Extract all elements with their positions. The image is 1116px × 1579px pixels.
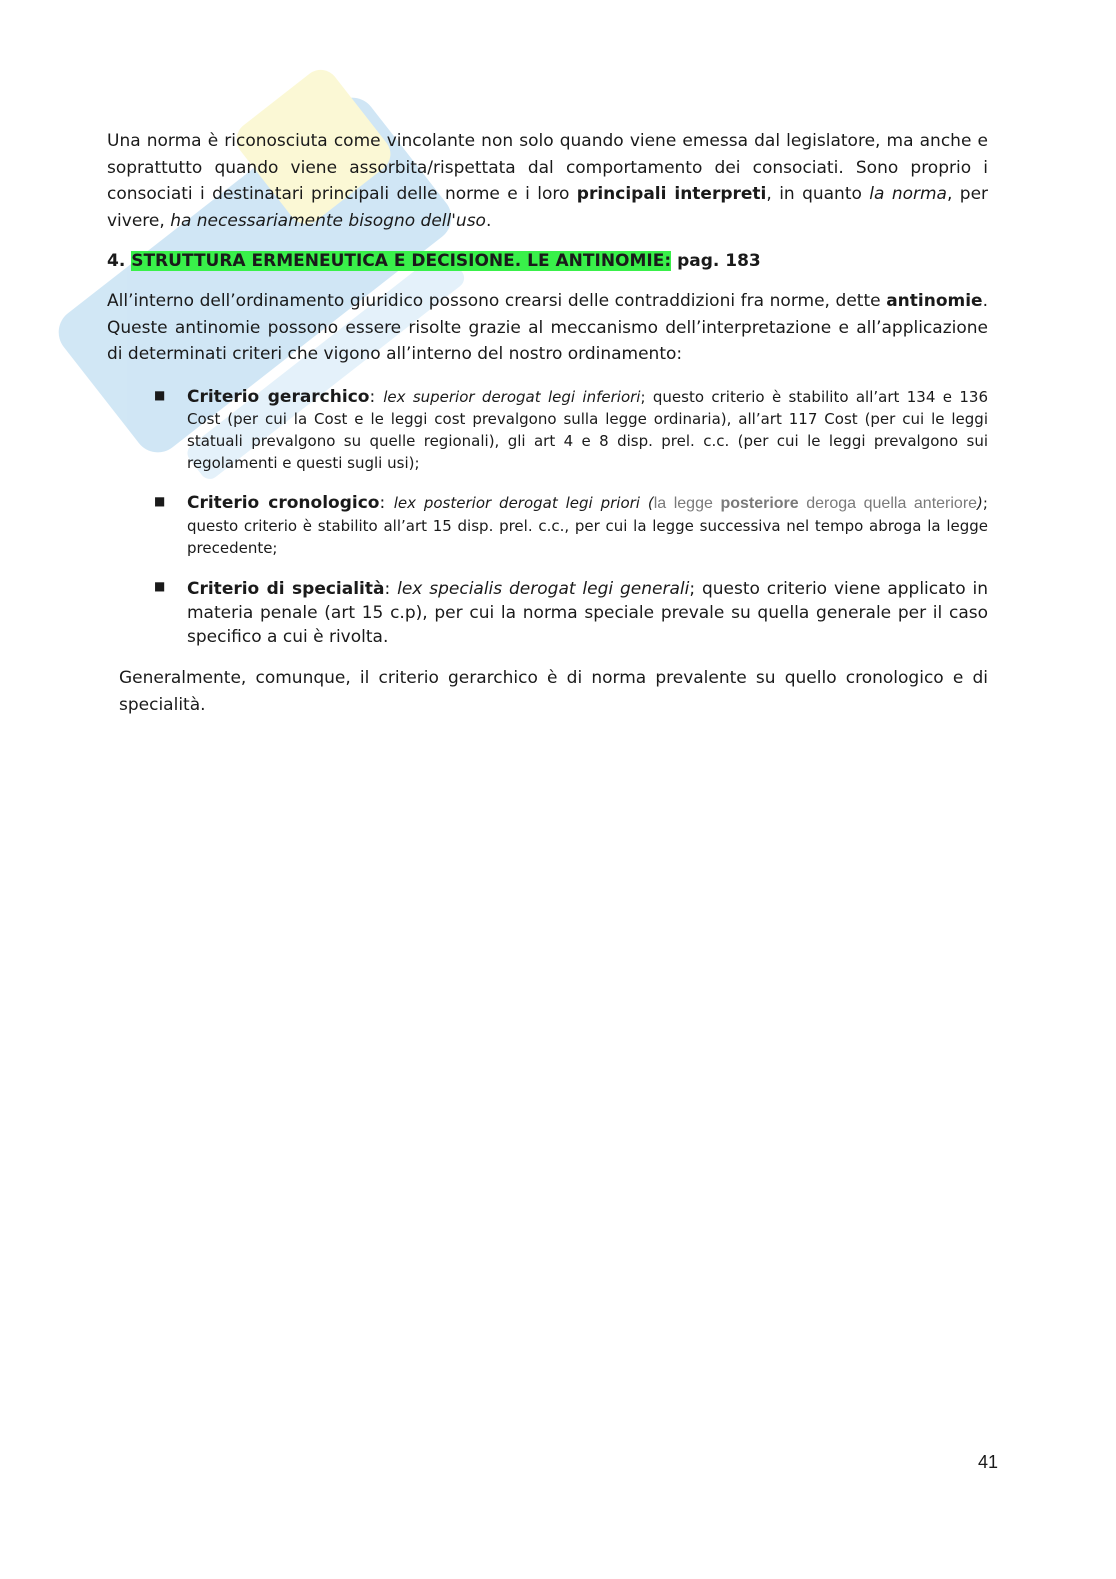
antinomie-paragraph bbox=[107, 288, 988, 368]
list-item bbox=[107, 386, 988, 474]
intro-text-3: , per vivere, bbox=[107, 184, 989, 231]
bullet-icon: ■ bbox=[154, 493, 166, 508]
criterion-separator: : bbox=[369, 386, 384, 407]
criterion-latin: lex posterior derogat legi priori ( bbox=[393, 493, 654, 512]
list-item bbox=[107, 577, 988, 649]
criterion-separator: : bbox=[379, 492, 394, 513]
antinomie-bold: antinomie bbox=[886, 291, 983, 311]
criterion-body: ; questo criterio viene applicato in materia penale (art 15 c.p), per cui la norma speciale prevale su quella generale per il caso specifico a cui è rivolta. bbox=[187, 578, 988, 647]
bullet-icon: ■ bbox=[154, 387, 166, 402]
criterion-text bbox=[187, 386, 988, 474]
intro-italic-2: ha necessariamente bisogno dell'uso bbox=[170, 210, 486, 231]
criterion-title: Criterio gerarchico bbox=[187, 386, 370, 407]
page-content bbox=[107, 128, 988, 719]
criterion-text bbox=[187, 577, 988, 649]
section-page-ref: pag. 183 bbox=[671, 251, 761, 271]
antinomie-text-2: . Queste antinomie possono essere risolte grazie al meccanismo dell’interpretazione e all’applicazione di determinati criteri che vigono all’interno del nostro ordinamento: bbox=[107, 291, 988, 364]
intro-paragraph bbox=[107, 128, 988, 234]
bullet-icon: ■ bbox=[154, 578, 166, 593]
page-number: 41 bbox=[978, 1452, 999, 1472]
intro-italic-1: la norma bbox=[869, 184, 947, 204]
criterion-translation: la legge bbox=[653, 494, 721, 512]
intro-text-4: . bbox=[485, 210, 492, 231]
list-item bbox=[107, 492, 988, 559]
closing-paragraph: Generalmente, comunque, il criterio gerarchico è di norma prevalente su quello cronologico e di specialità. bbox=[119, 667, 988, 715]
criterion-separator: : bbox=[384, 578, 398, 599]
criterion-translation-2: deroga quella anteriore bbox=[798, 494, 978, 512]
criterion-latin: lex specialis derogat legi generali bbox=[397, 578, 690, 599]
criterion-translation-bold: posteriore bbox=[720, 494, 799, 512]
criterion-text bbox=[187, 492, 988, 559]
section-heading bbox=[107, 248, 988, 274]
criterion-title: Criterio di specialità bbox=[187, 578, 385, 599]
criteria-list bbox=[107, 386, 988, 649]
intro-text-2: , in quanto bbox=[766, 184, 870, 204]
criterion-title: Criterio cronologico bbox=[187, 492, 380, 513]
criterion-latin-end: ) bbox=[977, 493, 983, 512]
section-number: 4. bbox=[107, 251, 132, 271]
criterion-body: ; questo criterio è stabilito all’art 15 disp. prel. c.c., per cui la legge successiva nel tempo abroga la legge precedente; bbox=[187, 493, 988, 557]
section-title: STRUTTURA ERMENEUTICA E DECISIONE. LE ANTINOMIE: bbox=[131, 251, 672, 271]
intro-text: Una norma è riconosciuta come vincolante non solo quando viene emessa dal legislatore, ma anche e soprattutto quando viene assorbita/rispettata dal comportamento dei consociati. Sono proprio i consociati i destinatari principali delle norme e i loro bbox=[107, 131, 988, 204]
criterion-body: ; questo criterio è stabilito all’art 134 e 136 Cost (per cui la Cost e le leggi cost prevalgono sulla legge ordinaria), all’art 117 Cost (per cui le leggi statuali prevalgono su quelle regionali), gli art 4 e 8 disp. prel. c.c. (per cui le leggi prevalgono sui regolamenti e questi sugli usi); bbox=[187, 387, 988, 472]
intro-bold: principali interpreti bbox=[576, 184, 767, 204]
criterion-latin: lex superior derogat legi inferiori bbox=[383, 387, 641, 406]
antinomie-text: All’interno dell’ordinamento giuridico possono crearsi delle contraddizioni fra norme, dette bbox=[107, 291, 887, 311]
